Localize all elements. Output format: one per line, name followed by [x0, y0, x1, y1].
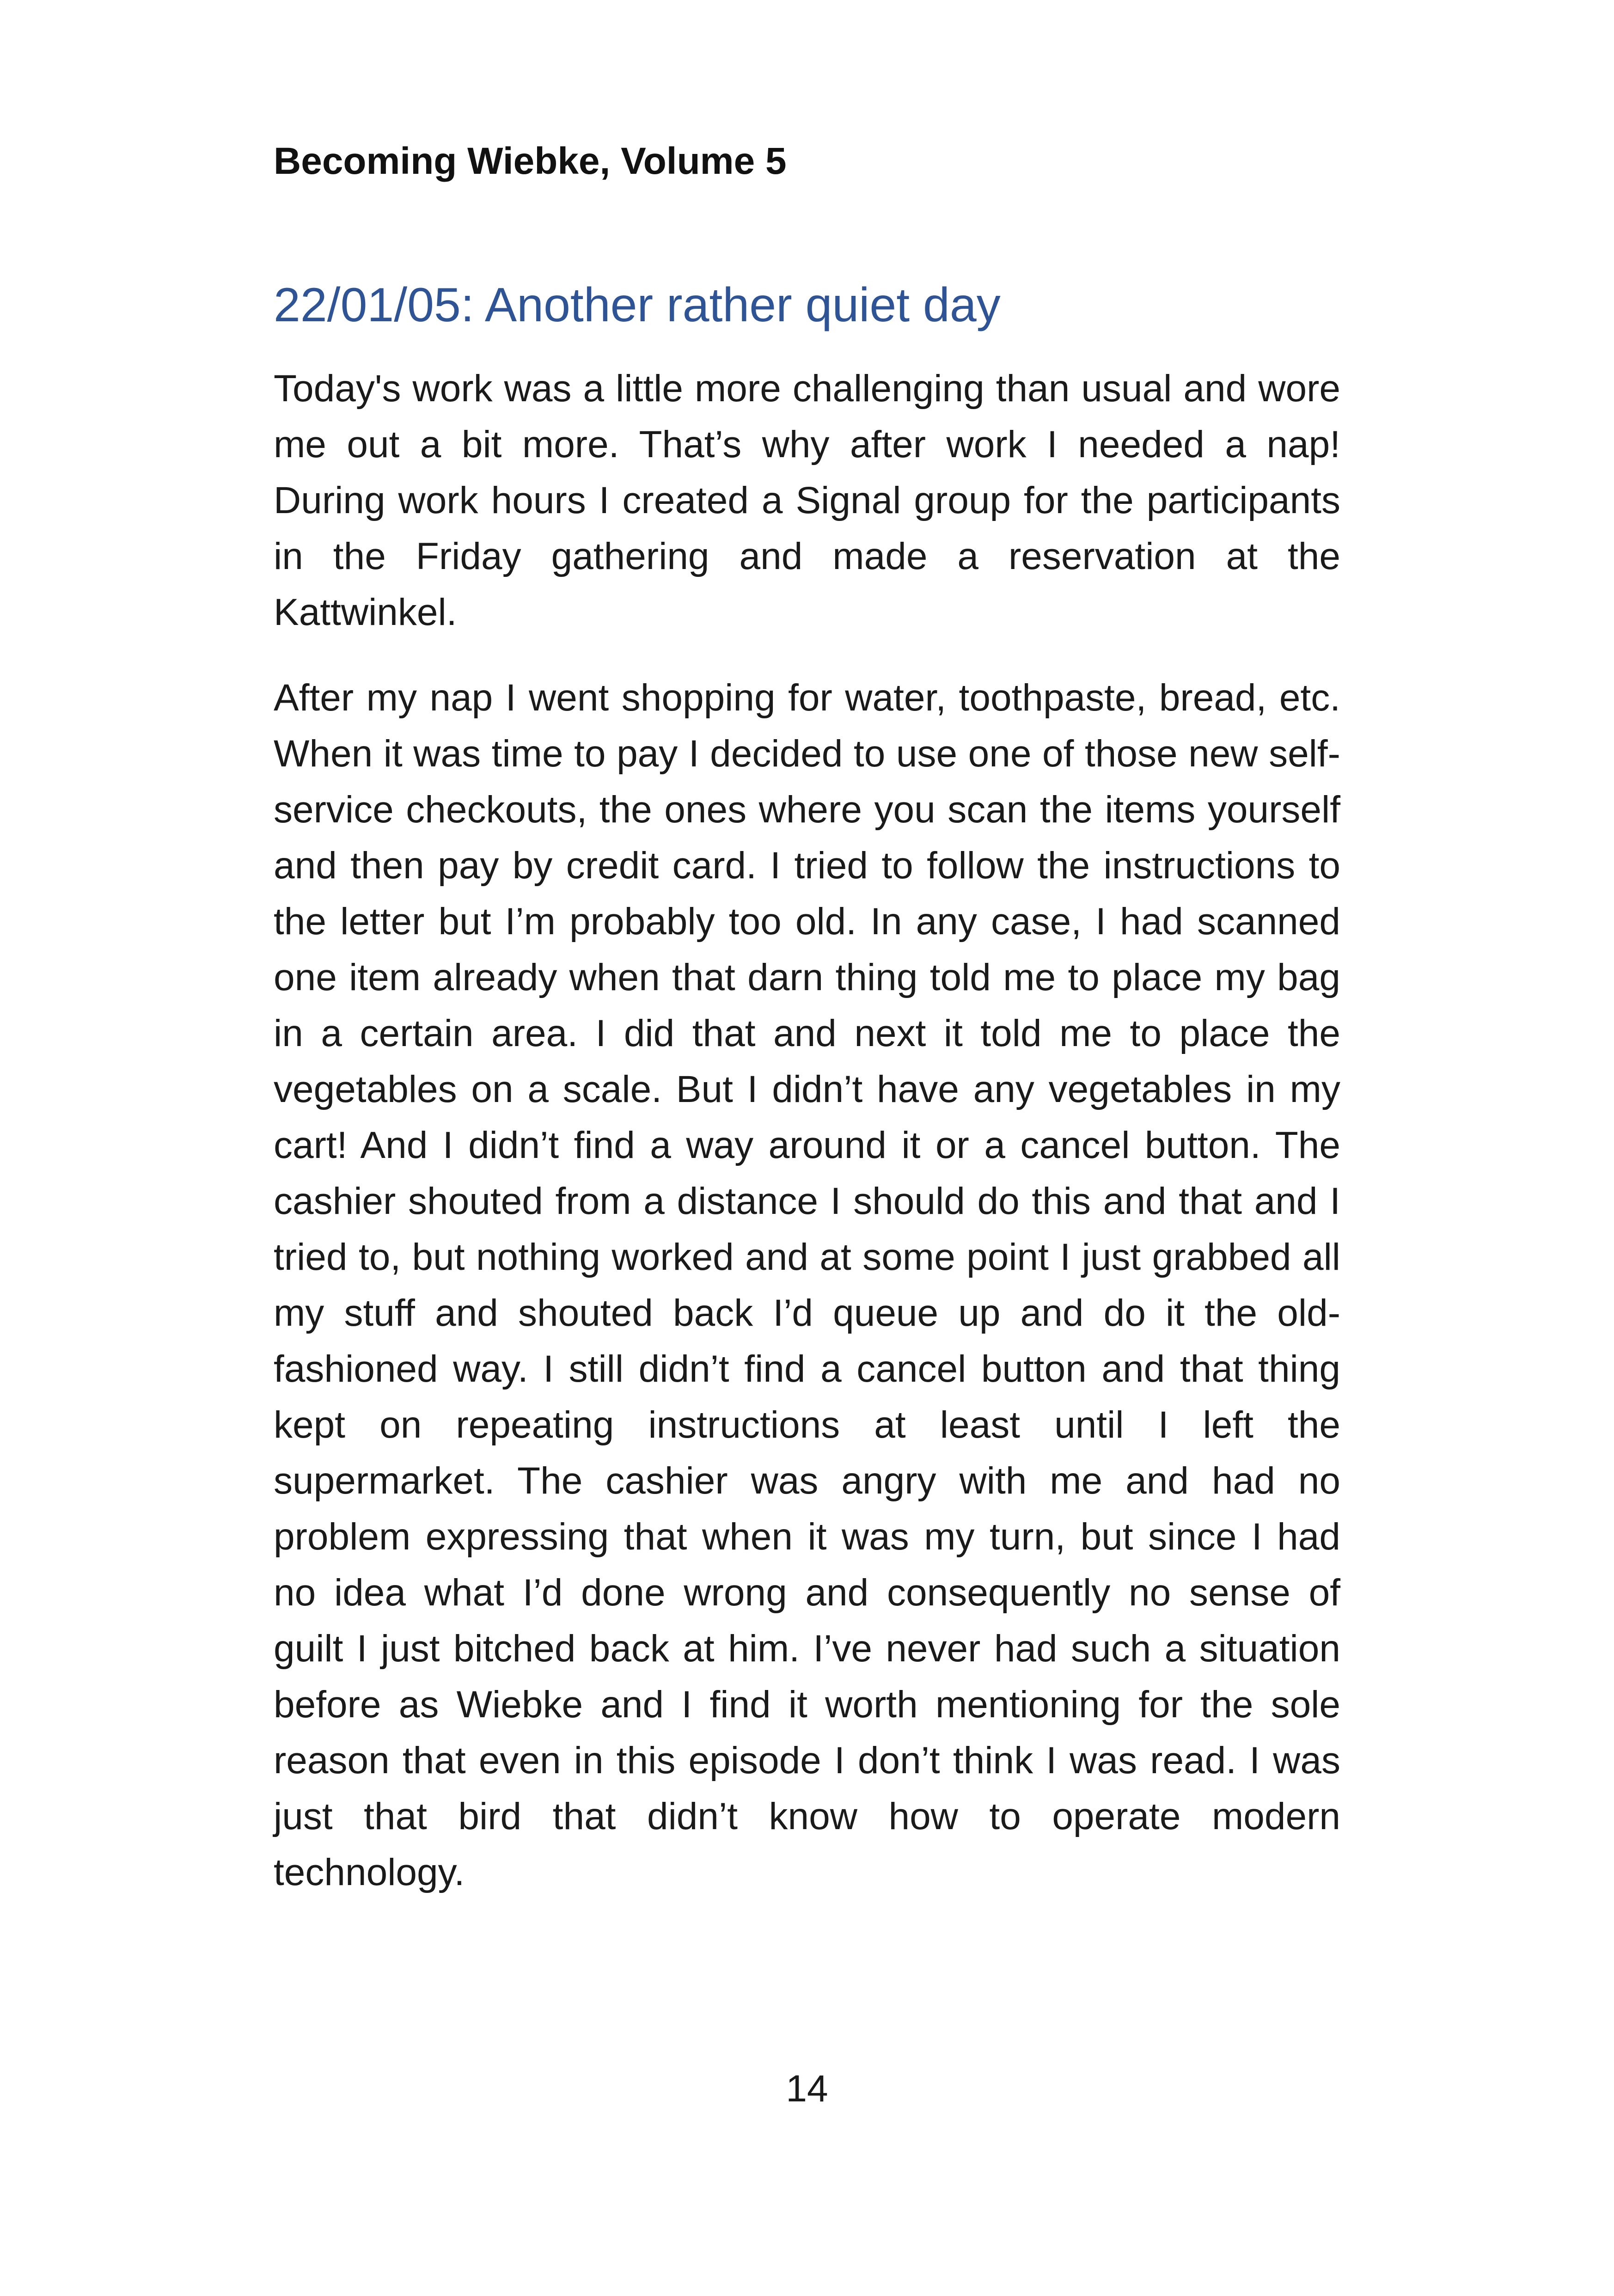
page-number: 14	[786, 2068, 828, 2110]
running-head: Becoming Wiebke, Volume 5	[274, 140, 787, 182]
chapter-title: 22/01/05: Another rather quiet day	[274, 278, 1001, 332]
paragraph-1: Today's work was a little more challenging than usual and wore me out a bit more. That’s why after work I needed a nap! During work hours I created a Signal group for the participants in the Friday gathering and made a reservation at the Kattwinkel.	[274, 367, 1340, 633]
body-text	[274, 361, 1340, 1930]
paragraph-2: After my nap I went shopping for water, toothpaste, bread, etc. When it was time to pay I decided to use one of those new self- service checkouts, the ones where you scan the items yourself and then pay by credit card. I tried to follow the instructions to the letter but I’m probably too old. In any case, I had scanned one item already when that darn thing told me to place my bag in a certain area. I did that and next it told me to place the vegetables on a scale. But I didn’t have any vegetables in my cart! And I didn’t find a way around it or a cancel button. The cashier shouted from a distance I should do this and that and I tried to, but nothing worked and at some point I just grabbed all my stuff and shouted back I’d queue up and do it the old- fashioned way. I still didn’t find a cancel button and that thing kept on repeating instructions at least until I left the supermarket. The cashier was angry with me and had no problem expressing that when it was my turn, but since I had no idea what I’d done wrong and consequently no sense of guilt I just bitched back at him. I’ve never had such a situation before as Wiebke and I find it worth mentioning for the sole reason that even in this episode I don’t think I was read. I was just that bird that didn’t know how to operate modern technology.	[274, 677, 1340, 1893]
